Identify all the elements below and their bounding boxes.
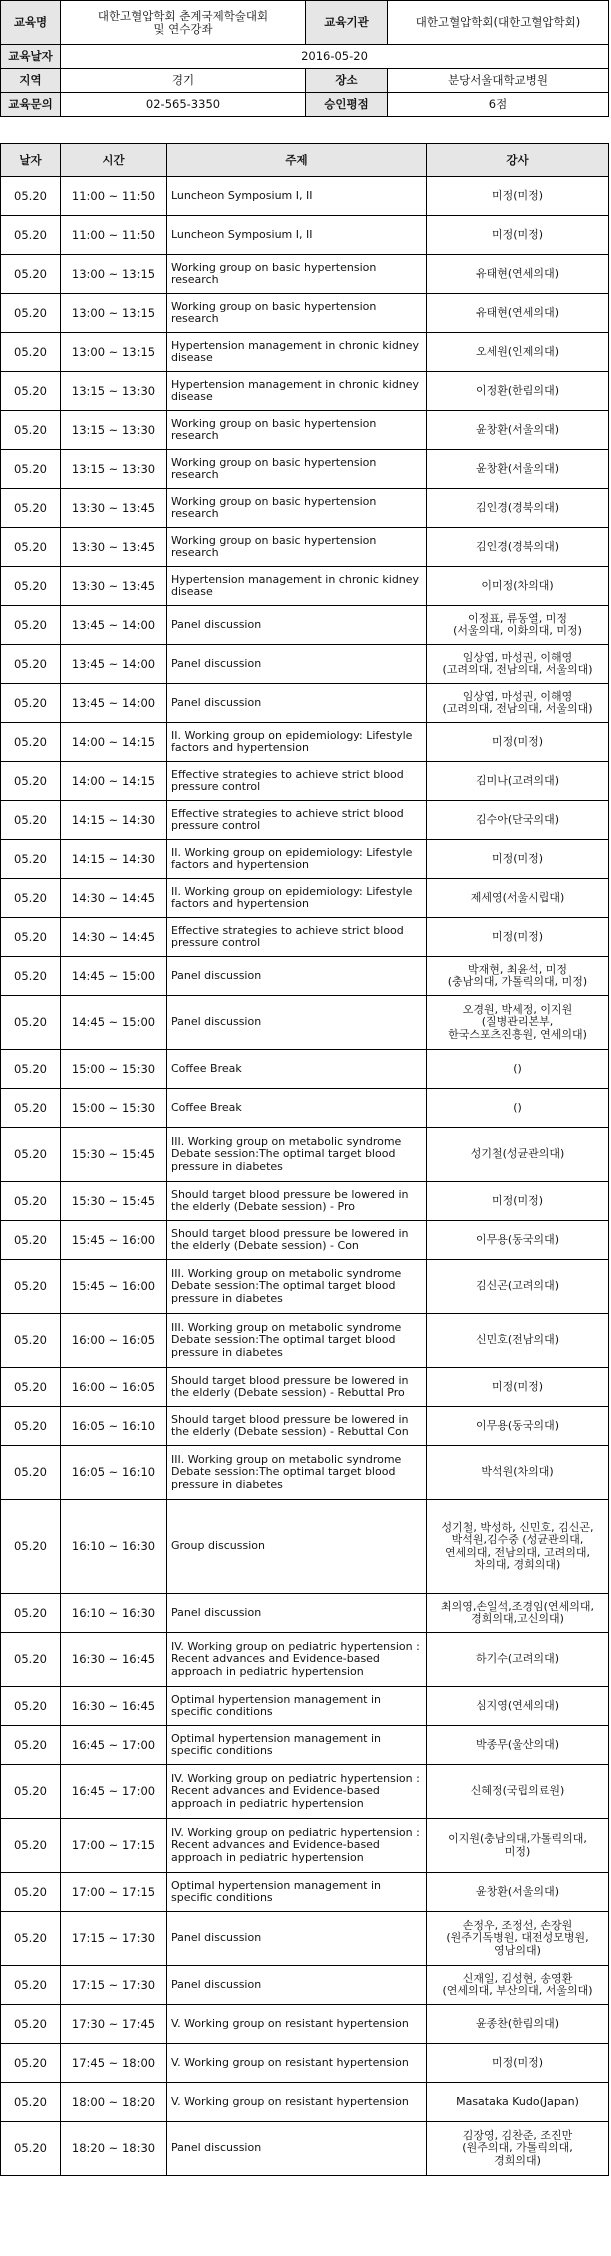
row-time: 16:45 ~ 17:00 xyxy=(61,1726,167,1765)
row-time: 17:15 ~ 17:30 xyxy=(61,1912,167,1966)
row-time: 15:00 ~ 15:30 xyxy=(61,1050,167,1089)
row-time: 13:30 ~ 13:45 xyxy=(61,567,167,606)
row-topic: III. Working group on metabolic syndrome Debate session:The optimal target blood pressure in diabetes xyxy=(167,1446,427,1500)
row-date: 05.20 xyxy=(1,1089,61,1128)
table-row xyxy=(1,1633,609,1687)
row-speaker: 성기철(성균관의대) xyxy=(427,1128,609,1182)
row-date: 05.20 xyxy=(1,1594,61,1633)
org-label: 교육기관 xyxy=(306,1,388,45)
row-speaker: 김장영, 김찬준, 조진만 (원주의대, 가톨릭의대, 경희의대) xyxy=(427,2122,609,2176)
row-date: 05.20 xyxy=(1,294,61,333)
row-time: 14:00 ~ 14:15 xyxy=(61,762,167,801)
row-topic: Optimal hypertension management in specific conditions xyxy=(167,1726,427,1765)
row-topic: II. Working group on epidemiology: Lifestyle factors and hypertension xyxy=(167,723,427,762)
row-time: 16:30 ~ 16:45 xyxy=(61,1687,167,1726)
table-row xyxy=(1,1128,609,1182)
row-speaker: 미정(미정) xyxy=(427,1368,609,1407)
table-row xyxy=(1,1765,609,1819)
row-date: 05.20 xyxy=(1,1819,61,1873)
row-topic: Luncheon Symposium I, II xyxy=(167,177,427,216)
table-row xyxy=(1,1912,609,1966)
row-date: 05.20 xyxy=(1,567,61,606)
row-speaker: 윤종찬(한림의대) xyxy=(427,2005,609,2044)
row-speaker: 미정(미정) xyxy=(427,840,609,879)
table-row xyxy=(1,372,609,411)
row-time: 14:15 ~ 14:30 xyxy=(61,840,167,879)
row-speaker: 미정(미정) xyxy=(427,918,609,957)
row-topic: Working group on basic hypertension research xyxy=(167,294,427,333)
table-row xyxy=(1,1182,609,1221)
row-time: 18:20 ~ 18:30 xyxy=(61,2122,167,2176)
row-date: 05.20 xyxy=(1,1314,61,1368)
table-row xyxy=(1,879,609,918)
row-time: 13:30 ~ 13:45 xyxy=(61,528,167,567)
row-date: 05.20 xyxy=(1,1633,61,1687)
row-time: 17:00 ~ 17:15 xyxy=(61,1873,167,1912)
row-topic: II. Working group on epidemiology: Lifestyle factors and hypertension xyxy=(167,879,427,918)
row-date: 05.20 xyxy=(1,1446,61,1500)
row-speaker: 박재현, 최윤석, 미정 (충남의대, 가톨릭의대, 미정) xyxy=(427,957,609,996)
row-topic: Coffee Break xyxy=(167,1089,427,1128)
course-info-table xyxy=(0,0,609,117)
row-date: 05.20 xyxy=(1,645,61,684)
row-topic: Should target blood pressure be lowered in the elderly (Debate session) - Rebuttal Pro xyxy=(167,1368,427,1407)
table-row xyxy=(1,684,609,723)
table-row xyxy=(1,2044,609,2083)
row-speaker: 임상엽, 마성권, 이해영 (고려의대, 전남의대, 서울의대) xyxy=(427,684,609,723)
table-row xyxy=(1,489,609,528)
row-speaker: 신민호(전남의대) xyxy=(427,1314,609,1368)
row-speaker: 이지원(충남의대,가톨릭의대, 미정) xyxy=(427,1819,609,1873)
row-topic: Should target blood pressure be lowered in the elderly (Debate session) - Pro xyxy=(167,1182,427,1221)
row-speaker: 이정표, 류동열, 미정 (서울의대, 이화의대, 미정) xyxy=(427,606,609,645)
row-speaker: 유태현(연세의대) xyxy=(427,255,609,294)
row-date: 05.20 xyxy=(1,1260,61,1314)
row-date: 05.20 xyxy=(1,1687,61,1726)
row-topic: Panel discussion xyxy=(167,606,427,645)
table-row xyxy=(1,1089,609,1128)
course-name-value: 대한고혈압학회 춘계국제학술대회 및 연수강좌 xyxy=(61,1,306,45)
row-date: 05.20 xyxy=(1,528,61,567)
row-time: 13:00 ~ 13:15 xyxy=(61,294,167,333)
row-speaker: 이미정(차의대) xyxy=(427,567,609,606)
row-speaker: 최의영,손일석,조경임(연세의대, 경희의대,고신의대) xyxy=(427,1594,609,1633)
table-row xyxy=(1,567,609,606)
row-time: 13:00 ~ 13:15 xyxy=(61,333,167,372)
row-topic: Panel discussion xyxy=(167,1594,427,1633)
row-speaker: 이정환(한림의대) xyxy=(427,372,609,411)
date-value: 2016-05-20 xyxy=(61,45,609,69)
table-row xyxy=(1,528,609,567)
table-row xyxy=(1,1500,609,1594)
row-time: 13:15 ~ 13:30 xyxy=(61,411,167,450)
row-date: 05.20 xyxy=(1,957,61,996)
table-row xyxy=(1,1873,609,1912)
table-row xyxy=(1,1594,609,1633)
row-time: 17:45 ~ 18:00 xyxy=(61,2044,167,2083)
row-topic: IV. Working group on pediatric hypertension : Recent advances and Evidence-based approach in pediatric hypertension xyxy=(167,1633,427,1687)
row-speaker: 신재일, 김성현, 송영환 (연세의대, 부산의대, 서울의대) xyxy=(427,1966,609,2005)
row-time: 16:05 ~ 16:10 xyxy=(61,1446,167,1500)
row-time: 16:45 ~ 17:00 xyxy=(61,1765,167,1819)
row-topic: Panel discussion xyxy=(167,684,427,723)
table-row xyxy=(1,606,609,645)
info-row-date xyxy=(1,45,609,69)
row-topic: Panel discussion xyxy=(167,2122,427,2176)
row-speaker: 김수아(단국의대) xyxy=(427,801,609,840)
row-topic: Hypertension management in chronic kidney disease xyxy=(167,372,427,411)
row-topic: Working group on basic hypertension research xyxy=(167,489,427,528)
row-speaker: 이무용(동국의대) xyxy=(427,1407,609,1446)
row-time: 15:30 ~ 15:45 xyxy=(61,1182,167,1221)
table-row xyxy=(1,996,609,1050)
header-topic: 주제 xyxy=(167,144,427,177)
row-topic: III. Working group on metabolic syndrome Debate session:The optimal target blood pressure in diabetes xyxy=(167,1128,427,1182)
row-date: 05.20 xyxy=(1,216,61,255)
row-date: 05.20 xyxy=(1,723,61,762)
row-topic: Hypertension management in chronic kidney disease xyxy=(167,567,427,606)
table-row xyxy=(1,918,609,957)
row-speaker: 미정(미정) xyxy=(427,723,609,762)
info-row-contact xyxy=(1,93,609,117)
row-topic: Working group on basic hypertension research xyxy=(167,450,427,489)
row-date: 05.20 xyxy=(1,2005,61,2044)
info-row-course xyxy=(1,1,609,45)
credit-value: 6점 xyxy=(388,93,609,117)
row-speaker: 신혜정(국립의료원) xyxy=(427,1765,609,1819)
table-row xyxy=(1,1050,609,1089)
header-speaker: 강사 xyxy=(427,144,609,177)
table-row xyxy=(1,1221,609,1260)
row-time: 13:15 ~ 13:30 xyxy=(61,450,167,489)
table-row xyxy=(1,957,609,996)
schedule-table xyxy=(0,143,609,2176)
row-date: 05.20 xyxy=(1,1500,61,1594)
row-time: 14:15 ~ 14:30 xyxy=(61,801,167,840)
row-topic: Effective strategies to achieve strict blood pressure control xyxy=(167,762,427,801)
row-date: 05.20 xyxy=(1,2044,61,2083)
table-row xyxy=(1,216,609,255)
row-topic: Luncheon Symposium I, II xyxy=(167,216,427,255)
row-time: 11:00 ~ 11:50 xyxy=(61,216,167,255)
row-topic: IV. Working group on pediatric hypertension : Recent advances and Evidence-based approach in pediatric hypertension xyxy=(167,1819,427,1873)
row-topic: V. Working group on resistant hypertension xyxy=(167,2083,427,2122)
row-time: 13:15 ~ 13:30 xyxy=(61,372,167,411)
row-speaker: () xyxy=(427,1050,609,1089)
table-row xyxy=(1,723,609,762)
row-topic: Optimal hypertension management in specific conditions xyxy=(167,1687,427,1726)
header-date: 날자 xyxy=(1,144,61,177)
row-topic: III. Working group on metabolic syndrome Debate session:The optimal target blood pressure in diabetes xyxy=(167,1314,427,1368)
row-speaker: 임상엽, 마성권, 이해영 (고려의대, 전남의대, 서울의대) xyxy=(427,645,609,684)
table-row xyxy=(1,1314,609,1368)
row-date: 05.20 xyxy=(1,918,61,957)
row-time: 17:00 ~ 17:15 xyxy=(61,1819,167,1873)
table-row xyxy=(1,333,609,372)
row-topic: Working group on basic hypertension research xyxy=(167,528,427,567)
table-row xyxy=(1,450,609,489)
row-date: 05.20 xyxy=(1,411,61,450)
row-speaker: 유태현(연세의대) xyxy=(427,294,609,333)
row-date: 05.20 xyxy=(1,606,61,645)
table-row xyxy=(1,411,609,450)
row-topic: Panel discussion xyxy=(167,645,427,684)
row-date: 05.20 xyxy=(1,1912,61,1966)
table-row xyxy=(1,2122,609,2176)
row-topic: Panel discussion xyxy=(167,957,427,996)
row-time: 16:00 ~ 16:05 xyxy=(61,1314,167,1368)
row-speaker: 성기철, 박성하, 신민호, 김신곤, 박석원,김수중 (성균관의대, 연세의대, 전남의대, 고려의대, 차의대, 경희의대) xyxy=(427,1500,609,1594)
row-topic: Effective strategies to achieve strict blood pressure control xyxy=(167,918,427,957)
row-topic: Hypertension management in chronic kidney disease xyxy=(167,333,427,372)
row-speaker: 김인경(경북의대) xyxy=(427,528,609,567)
row-speaker: Masataka Kudo(Japan) xyxy=(427,2083,609,2122)
row-time: 13:00 ~ 13:15 xyxy=(61,255,167,294)
table-row xyxy=(1,294,609,333)
row-speaker: 미정(미정) xyxy=(427,177,609,216)
table-row xyxy=(1,801,609,840)
row-speaker: 김인경(경북의대) xyxy=(427,489,609,528)
table-row xyxy=(1,1407,609,1446)
row-topic: Optimal hypertension management in specific conditions xyxy=(167,1873,427,1912)
row-date: 05.20 xyxy=(1,255,61,294)
row-time: 17:30 ~ 17:45 xyxy=(61,2005,167,2044)
row-topic: IV. Working group on pediatric hypertension : Recent advances and Evidence-based approach in pediatric hypertension xyxy=(167,1765,427,1819)
row-time: 16:30 ~ 16:45 xyxy=(61,1633,167,1687)
row-date: 05.20 xyxy=(1,1221,61,1260)
table-row xyxy=(1,2005,609,2044)
table-row xyxy=(1,1446,609,1500)
row-time: 16:05 ~ 16:10 xyxy=(61,1407,167,1446)
row-time: 13:30 ~ 13:45 xyxy=(61,489,167,528)
row-time: 15:00 ~ 15:30 xyxy=(61,1089,167,1128)
row-date: 05.20 xyxy=(1,1182,61,1221)
table-row xyxy=(1,762,609,801)
row-topic: Coffee Break xyxy=(167,1050,427,1089)
row-time: 14:45 ~ 15:00 xyxy=(61,996,167,1050)
row-time: 15:45 ~ 16:00 xyxy=(61,1260,167,1314)
row-topic: Should target blood pressure be lowered in the elderly (Debate session) - Con xyxy=(167,1221,427,1260)
place-label: 장소 xyxy=(306,69,388,93)
row-topic: Group discussion xyxy=(167,1500,427,1594)
row-speaker: 김신곤(고려의대) xyxy=(427,1260,609,1314)
row-date: 05.20 xyxy=(1,1966,61,2005)
course-name-label: 교육명 xyxy=(1,1,61,45)
table-row xyxy=(1,840,609,879)
row-date: 05.20 xyxy=(1,1368,61,1407)
row-topic: Working group on basic hypertension research xyxy=(167,255,427,294)
row-speaker: 오세원(인제의대) xyxy=(427,333,609,372)
row-speaker: 오경원, 박세정, 이지원 (질병관리본부, 한국스포츠진흥원, 연세의대) xyxy=(427,996,609,1050)
row-speaker: 김미나(고려의대) xyxy=(427,762,609,801)
row-date: 05.20 xyxy=(1,1726,61,1765)
row-time: 15:45 ~ 16:00 xyxy=(61,1221,167,1260)
row-date: 05.20 xyxy=(1,1765,61,1819)
row-topic: V. Working group on resistant hypertension xyxy=(167,2005,427,2044)
row-date: 05.20 xyxy=(1,801,61,840)
table-row xyxy=(1,2083,609,2122)
row-topic: V. Working group on resistant hypertension xyxy=(167,2044,427,2083)
row-topic: II. Working group on epidemiology: Lifestyle factors and hypertension xyxy=(167,840,427,879)
row-speaker: 박종무(울산의대) xyxy=(427,1726,609,1765)
row-speaker: 심지영(연세의대) xyxy=(427,1687,609,1726)
row-time: 13:45 ~ 14:00 xyxy=(61,645,167,684)
row-time: 16:10 ~ 16:30 xyxy=(61,1594,167,1633)
row-date: 05.20 xyxy=(1,1050,61,1089)
row-date: 05.20 xyxy=(1,2122,61,2176)
row-date: 05.20 xyxy=(1,333,61,372)
schedule-header-row xyxy=(1,144,609,177)
row-time: 17:15 ~ 17:30 xyxy=(61,1966,167,2005)
row-date: 05.20 xyxy=(1,177,61,216)
row-speaker: 윤창환(서울의대) xyxy=(427,1873,609,1912)
row-time: 16:10 ~ 16:30 xyxy=(61,1500,167,1594)
row-date: 05.20 xyxy=(1,450,61,489)
table-row xyxy=(1,1726,609,1765)
row-time: 18:00 ~ 18:20 xyxy=(61,2083,167,2122)
row-time: 13:45 ~ 14:00 xyxy=(61,684,167,723)
row-date: 05.20 xyxy=(1,372,61,411)
row-date: 05.20 xyxy=(1,684,61,723)
row-speaker: 미정(미정) xyxy=(427,216,609,255)
table-row xyxy=(1,1819,609,1873)
table-row xyxy=(1,645,609,684)
row-time: 14:30 ~ 14:45 xyxy=(61,918,167,957)
header-time: 시간 xyxy=(61,144,167,177)
region-value: 경기 xyxy=(61,69,306,93)
date-label: 교육날자 xyxy=(1,45,61,69)
row-date: 05.20 xyxy=(1,1873,61,1912)
row-topic: Panel discussion xyxy=(167,1912,427,1966)
table-row xyxy=(1,1966,609,2005)
row-topic: III. Working group on metabolic syndrome Debate session:The optimal target blood pressure in diabetes xyxy=(167,1260,427,1314)
row-speaker: 미정(미정) xyxy=(427,1182,609,1221)
row-time: 14:30 ~ 14:45 xyxy=(61,879,167,918)
table-row xyxy=(1,255,609,294)
row-date: 05.20 xyxy=(1,762,61,801)
row-speaker: () xyxy=(427,1089,609,1128)
row-date: 05.20 xyxy=(1,489,61,528)
row-speaker: 이무용(동국의대) xyxy=(427,1221,609,1260)
row-topic: Should target blood pressure be lowered in the elderly (Debate session) - Rebuttal Con xyxy=(167,1407,427,1446)
row-date: 05.20 xyxy=(1,2083,61,2122)
row-date: 05.20 xyxy=(1,1407,61,1446)
place-value: 분당서울대학교병원 xyxy=(388,69,609,93)
row-time: 15:30 ~ 15:45 xyxy=(61,1128,167,1182)
contact-label: 교육문의 xyxy=(1,93,61,117)
row-time: 14:00 ~ 14:15 xyxy=(61,723,167,762)
row-topic: Effective strategies to achieve strict blood pressure control xyxy=(167,801,427,840)
region-label: 지역 xyxy=(1,69,61,93)
row-time: 13:45 ~ 14:00 xyxy=(61,606,167,645)
info-row-region xyxy=(1,69,609,93)
table-row xyxy=(1,1368,609,1407)
row-topic: Panel discussion xyxy=(167,996,427,1050)
table-row xyxy=(1,1687,609,1726)
row-topic: Panel discussion xyxy=(167,1966,427,2005)
table-row xyxy=(1,177,609,216)
row-speaker: 윤창환(서울의대) xyxy=(427,450,609,489)
contact-value: 02-565-3350 xyxy=(61,93,306,117)
row-speaker: 박석원(차의대) xyxy=(427,1446,609,1500)
row-date: 05.20 xyxy=(1,996,61,1050)
row-speaker: 미정(미정) xyxy=(427,2044,609,2083)
table-row xyxy=(1,1260,609,1314)
row-speaker: 하기수(고려의대) xyxy=(427,1633,609,1687)
credit-label: 승인평점 xyxy=(306,93,388,117)
org-value: 대한고혈압학회(대한고혈압학회) xyxy=(388,1,609,45)
schedule-body xyxy=(1,177,609,2176)
row-topic: Working group on basic hypertension research xyxy=(167,411,427,450)
row-date: 05.20 xyxy=(1,1128,61,1182)
row-time: 14:45 ~ 15:00 xyxy=(61,957,167,996)
row-time: 16:00 ~ 16:05 xyxy=(61,1368,167,1407)
row-speaker: 제세영(서울시립대) xyxy=(427,879,609,918)
row-speaker: 손정우, 조정선, 손장원 (원주기독병원, 대전성모병원, 영남의대) xyxy=(427,1912,609,1966)
row-date: 05.20 xyxy=(1,840,61,879)
row-date: 05.20 xyxy=(1,879,61,918)
row-speaker: 윤창환(서울의대) xyxy=(427,411,609,450)
row-time: 11:00 ~ 11:50 xyxy=(61,177,167,216)
